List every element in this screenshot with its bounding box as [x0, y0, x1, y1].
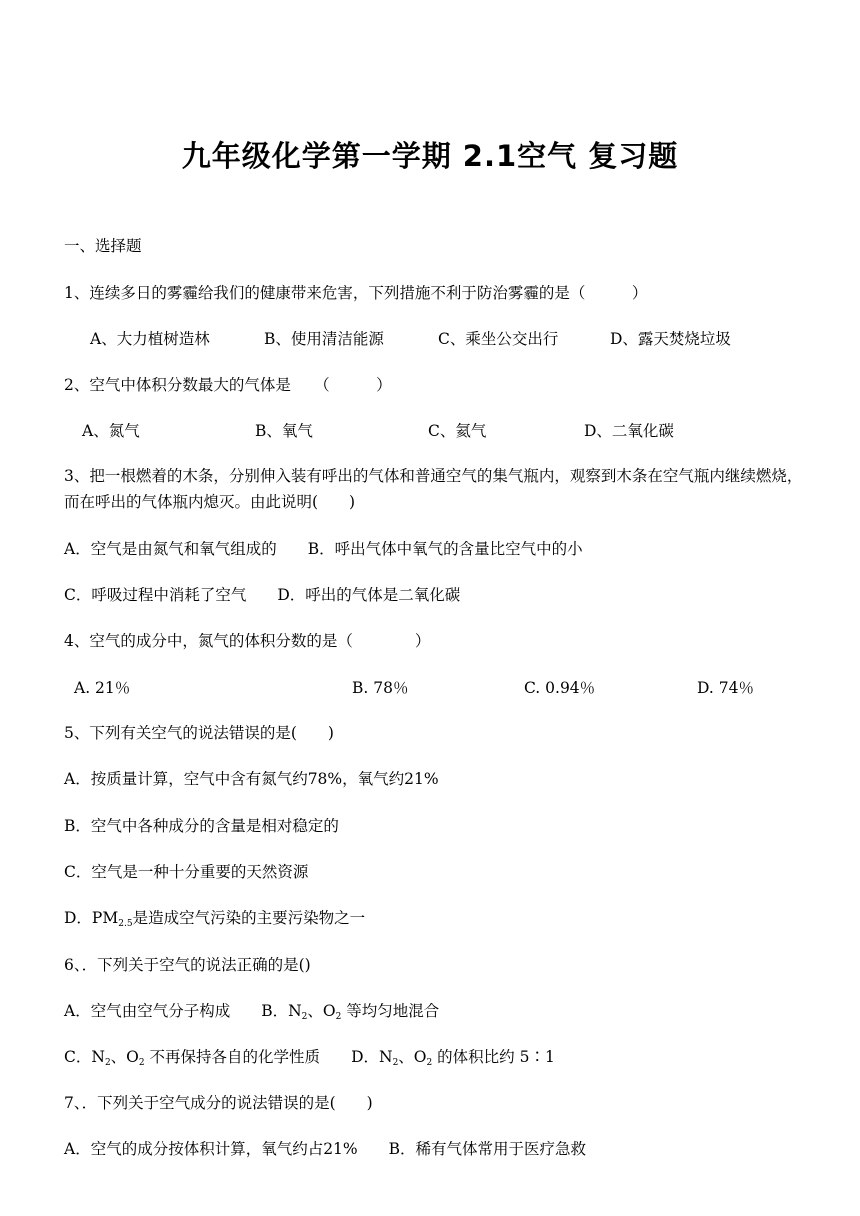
option-d-o: 、O [398, 1048, 427, 1066]
question-4-option-a: A. 21％ [74, 679, 131, 697]
question-2-stem: 2、空气中体积分数最大的气体是 （ ） [64, 376, 392, 394]
question-1-option-b: B、使用清洁能源 [264, 330, 384, 348]
question-6-stem: 6、．下列关于空气的说法正确的是() [64, 956, 311, 974]
question-3-options-ab: A．空气是由氮气和氧气组成的 B．呼出气体中氧气的含量比空气中的小 [64, 540, 583, 558]
question-5-option-d [64, 907, 365, 929]
option-c-n-subscript: 2 [104, 1058, 111, 1068]
question-1-option-a: A、大力植树造林 [90, 330, 210, 348]
question-6-options-cd [64, 1046, 555, 1068]
question-4-option-b: B. 78％ [352, 679, 409, 697]
question-1-option-d: D、露天焚烧垃圾 [610, 330, 731, 348]
question-3-options-cd: C．呼吸过程中消耗了空气 D．呼出的气体是二氧化碳 [64, 586, 461, 604]
question-5-option-b: B．空气中各种成分的含量是相对稳定的 [64, 817, 339, 835]
document-title: 九年级化学第一学期 2.1空气 复习题 [181, 139, 679, 173]
question-5-option-c: C．空气是一种十分重要的天然资源 [64, 863, 309, 881]
question-1-option-c: C、乘坐公交出行 [438, 330, 559, 348]
option-c-n: C．N [64, 1048, 105, 1066]
question-6-option-b [261, 1002, 439, 1020]
question-6-options-ab [64, 1000, 439, 1022]
question-6-option-c [64, 1048, 351, 1066]
question-3-stem: 3、把一根燃着的木条，分别伸入装有呼出的气体和普通空气的集气瓶内，观察到木条在空气瓶内继续燃烧，而在呼出的气体瓶内熄灭。由此说明( ) [64, 467, 803, 511]
option-c-text: 不再保持各自的化学性质 [144, 1048, 352, 1066]
option-d-text: 的体积比约 5∶1 [432, 1048, 555, 1066]
pm-text: D．PM [64, 909, 119, 927]
option-b-n: B．N [261, 1002, 302, 1020]
question-5-option-d-text: 是造成空气污染的主要污染物之一 [132, 909, 366, 927]
section-heading: 一、选择题 [64, 237, 142, 255]
pm-subscript: 2.5 [118, 919, 133, 929]
option-b-text: 等均匀地混合 [341, 1002, 440, 1020]
option-d-n: D．N [351, 1048, 393, 1066]
option-c-o-subscript: 2 [138, 1058, 145, 1068]
option-d-o-subscript: 2 [426, 1058, 433, 1068]
option-b-n-subscript: 2 [301, 1012, 308, 1022]
question-4-option-d: D. 74％ [697, 679, 754, 697]
question-4-stem: 4、空气的成分中，氮气的体积分数的是（ ） [64, 632, 431, 650]
question-6-option-d [351, 1048, 555, 1066]
question-7-stem: 7、．下列关于空气成分的说法错误的是( ) [64, 1094, 373, 1112]
question-7-options-ab: A．空气的成分按体积计算，氧气约占21% B．稀有气体常用于医疗急救 [64, 1140, 587, 1158]
option-c-o: 、O [110, 1048, 139, 1066]
question-4-option-c: C. 0.94％ [524, 679, 596, 697]
question-5-option-a: A．按质量计算，空气中含有氮气约78%，氧气约21% [64, 770, 439, 788]
question-2-option-a: A、氮气 [82, 422, 140, 440]
option-d-n-subscript: 2 [392, 1058, 399, 1068]
question-2-option-c: C、氦气 [428, 422, 487, 440]
question-2-option-b: B、氧气 [255, 422, 313, 440]
option-b-o: 、O [307, 1002, 336, 1020]
question-6-option-a: A．空气由空气分子构成 [64, 1002, 262, 1020]
question-2-option-d: D、二氧化碳 [584, 422, 674, 440]
option-b-o-subscript: 2 [335, 1012, 342, 1022]
question-1-stem: 1、连续多日的雾霾给我们的健康带来危害，下列措施不利于防治雾霾的是（ ） [64, 284, 648, 302]
question-5-stem: 5、下列有关空气的说法错误的是( ) [64, 724, 334, 742]
